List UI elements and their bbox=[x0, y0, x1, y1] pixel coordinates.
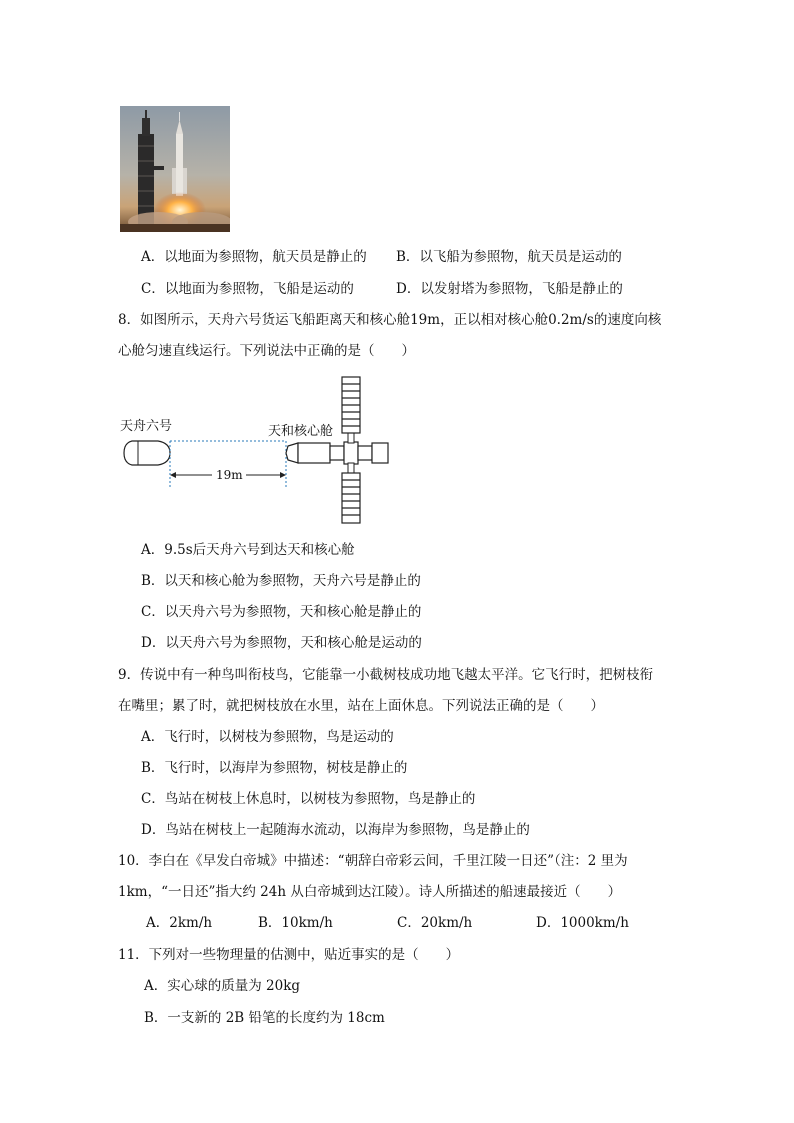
q8-stem-line1: 8．如图所示，天舟六号货运飞船距离天和核心舱19m，正以相对核心舱0.2m/s的速度向核 bbox=[118, 312, 662, 328]
solar-panel-lower bbox=[342, 473, 360, 523]
q9-stem-line1: 9．传说中有一种鸟叫衔枝鸟，它能靠一小截树枝成功地飞越太平洋。它飞行时，把树枝衔 bbox=[118, 667, 654, 683]
q9-option-a: A．飞行时，以树枝为参照物，鸟是运动的 bbox=[141, 729, 394, 745]
tianhe-nose bbox=[286, 443, 298, 463]
solar-panel-upper bbox=[342, 377, 360, 433]
tianzhou-capsule bbox=[124, 441, 170, 465]
q8-option-d: D．以天舟六号为参照物，天和核心舱是运动的 bbox=[141, 635, 422, 651]
q7-option-d: D．以发射塔为参照物，飞船是静止的 bbox=[396, 281, 623, 297]
q8-docking-diagram bbox=[118, 375, 398, 525]
q8-option-c: C．以天舟六号为参照物，天和核心舱是静止的 bbox=[141, 604, 422, 620]
q11-option-b: B．一支新的 2B 铅笔的长度约为 18cm bbox=[144, 1010, 385, 1026]
q11-stem: 11．下列对一些物理量的估测中，贴近事实的是（ ） bbox=[118, 947, 460, 963]
q8-option-b: B．以天和核心舱为参照物，天舟六号是静止的 bbox=[141, 573, 421, 589]
q7-option-a: A．以地面为参照物，航天员是静止的 bbox=[141, 249, 367, 265]
q8-option-a: A．9.5s后天舟六号到达天和核心舱 bbox=[141, 542, 355, 558]
q9-option-d: D．鸟站在树枝上一起随海水流动，以海岸为参照物，鸟是静止的 bbox=[141, 822, 530, 838]
tianzhou-label: 天舟六号 bbox=[120, 419, 173, 434]
q7-option-c: C．以地面为参照物，飞船是运动的 bbox=[141, 281, 354, 297]
tianhe-module-body bbox=[298, 443, 330, 463]
q10-stem-line2: 1km，“一日还”指大约 24h 从白帝城到达江陵）。诗人所描述的船速最接近（ ） bbox=[118, 884, 622, 900]
q9-option-b: B．飞行时，以海岸为参照物，树枝是静止的 bbox=[141, 760, 408, 776]
distance-label: 19m bbox=[216, 468, 243, 482]
q9-stem-line2: 在嘴里；累了时，就把树枝放在水里，站在上面休息。下列说法正确的是（ ） bbox=[118, 698, 604, 714]
q11-option-a: A．实心球的质量为 20kg bbox=[144, 978, 301, 994]
q8-stem-line2: 心舱匀速直线运行。下列说法中正确的是（ ） bbox=[118, 343, 415, 359]
q7-option-b: B．以飞船为参照物，航天员是运动的 bbox=[396, 249, 622, 265]
q10-option-d: D．1000km/h bbox=[536, 915, 629, 931]
q10-option-b: B．10km/h bbox=[258, 915, 333, 931]
q10-stem-line1: 10．李白在《早发白帝城》中描述：“朝辞白帝彩云间，千里江陵一日还”（注：2 里为 bbox=[118, 853, 628, 869]
rocket-launch-photo bbox=[120, 106, 230, 232]
q10-option-a: A．2km/h bbox=[146, 915, 213, 931]
q10-option-c: C．20km/h bbox=[397, 915, 473, 931]
q9-option-c: C．鸟站在树枝上休息时，以树枝为参照物，鸟是静止的 bbox=[141, 791, 476, 807]
tianhe-label: 天和核心舱 bbox=[268, 424, 334, 439]
